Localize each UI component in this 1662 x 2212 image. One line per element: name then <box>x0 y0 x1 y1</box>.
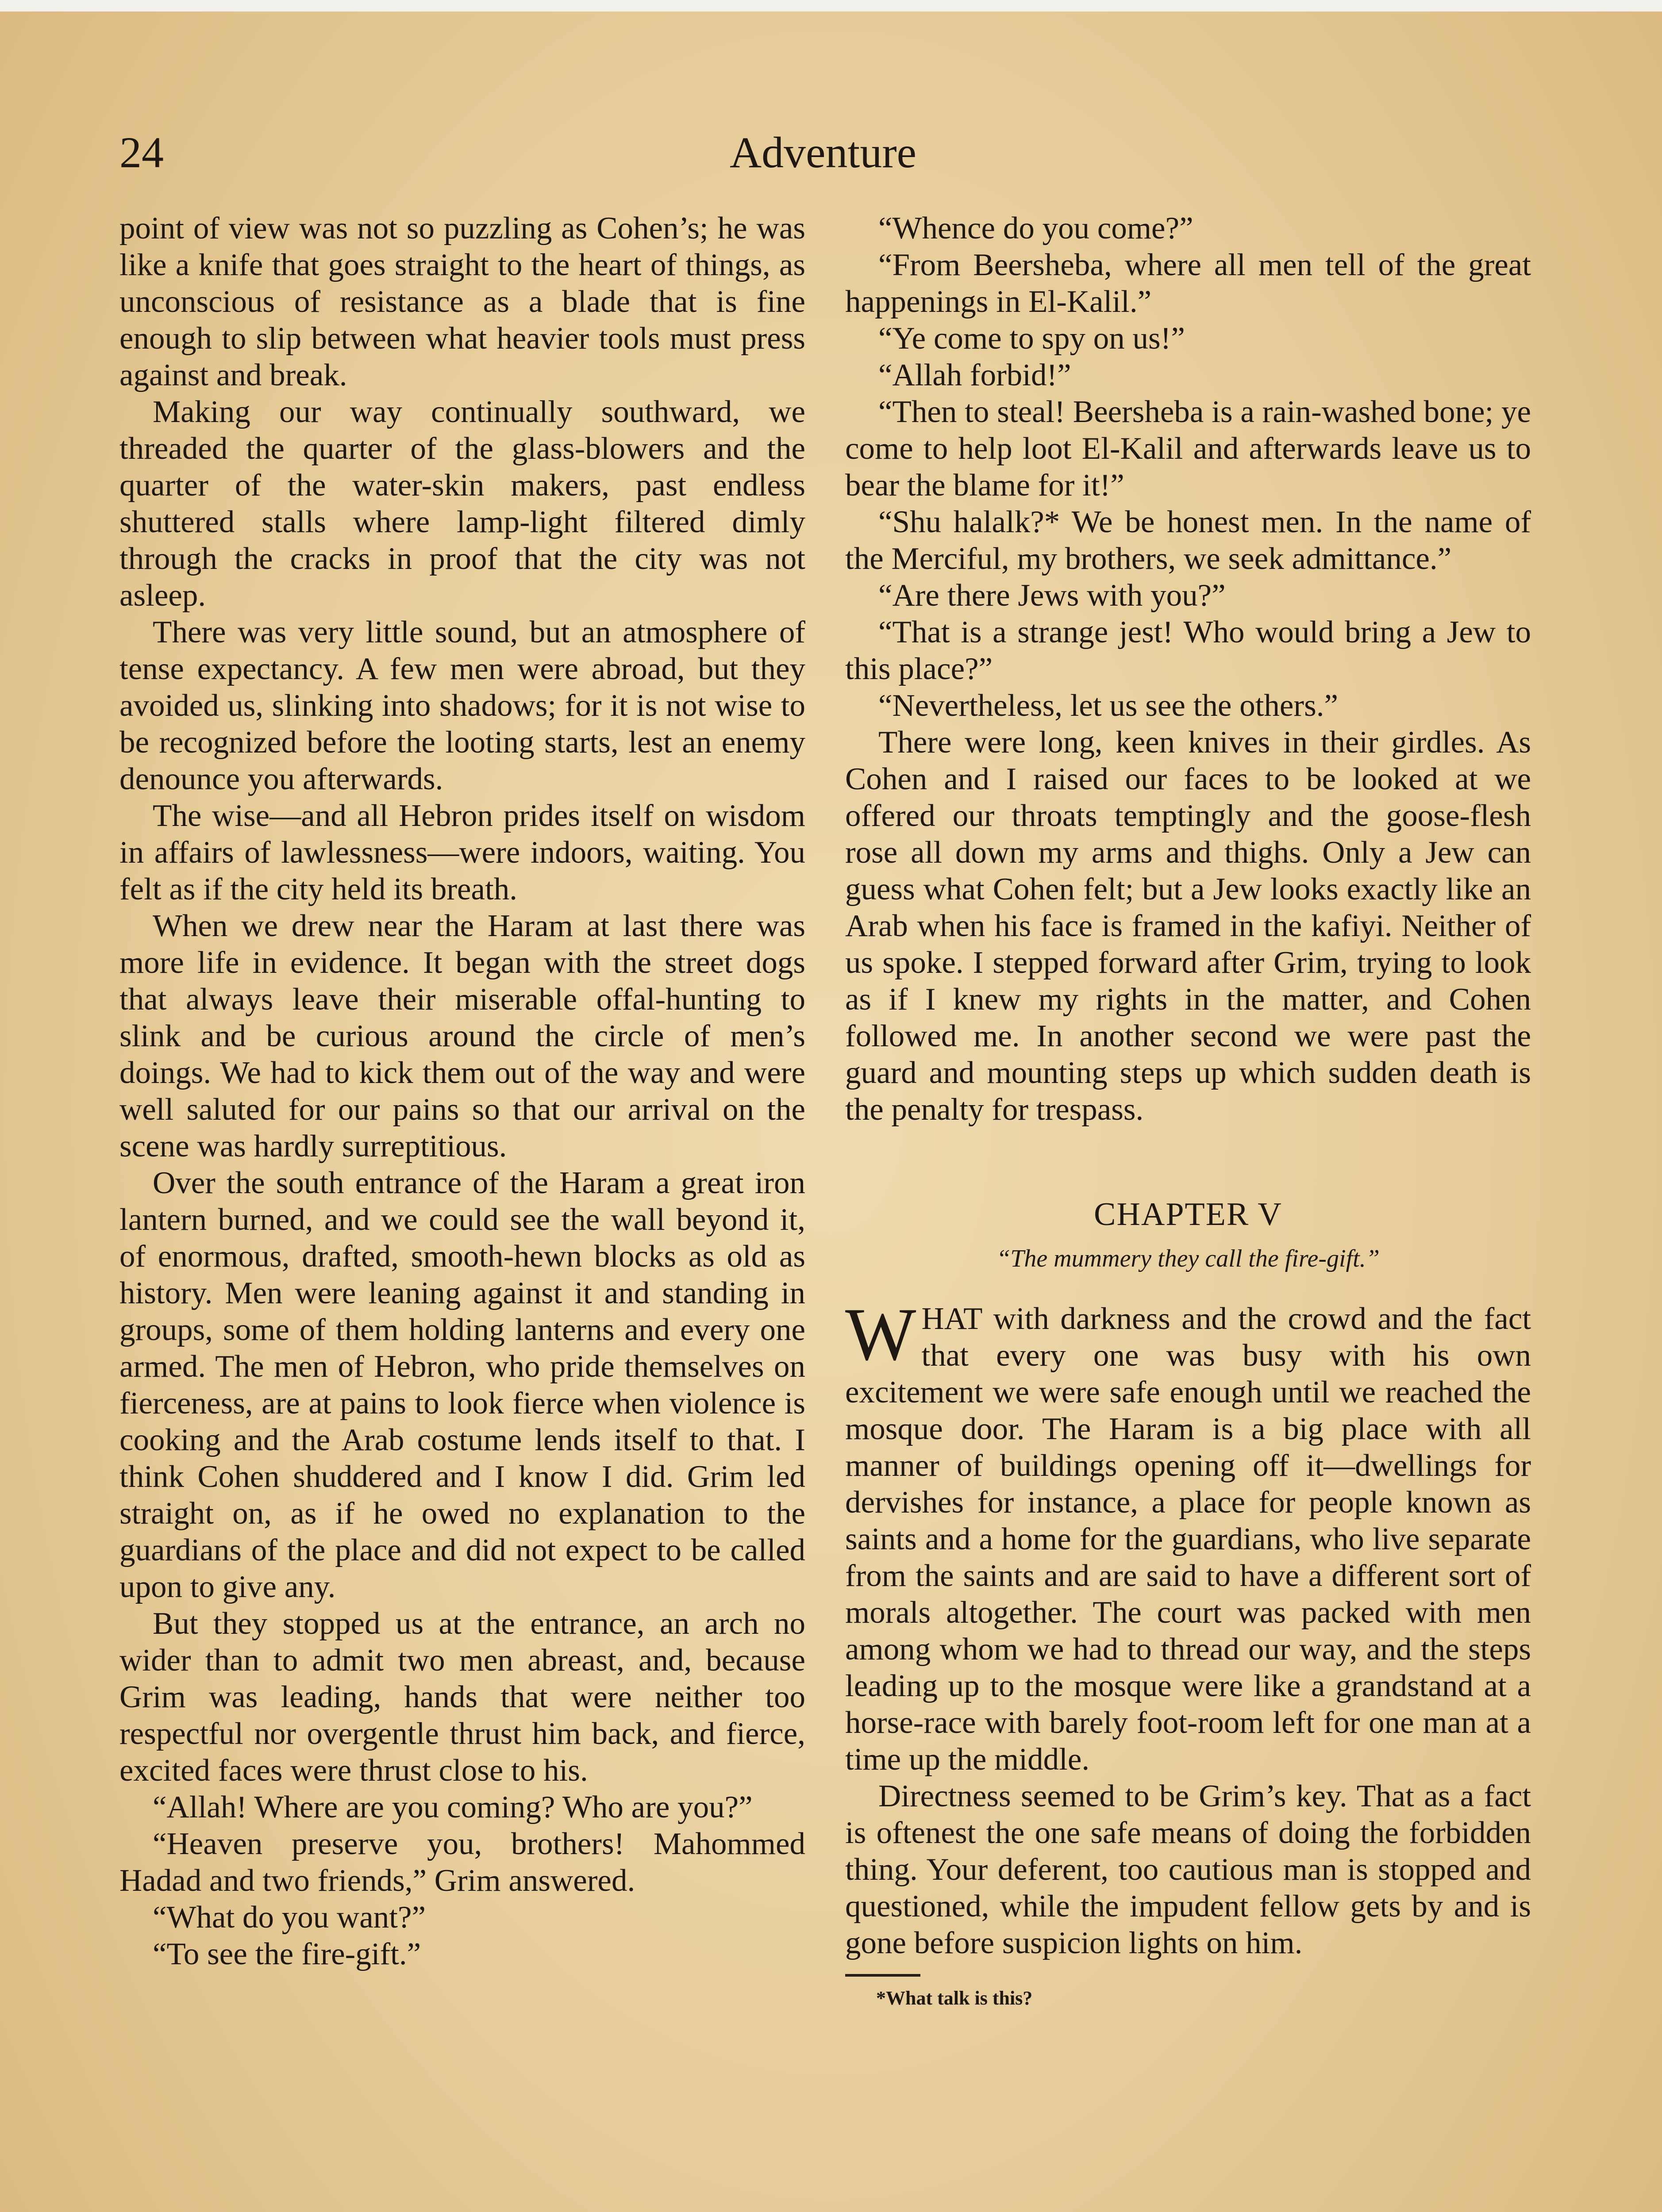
chapter-opening-paragraph <box>845 1293 1531 1778</box>
paragraph: Over the south entrance of the Haram a great iron lantern burned, and we could see the wall beyond it, of enormous, drafted, smooth-hewn blocks as old as history. Men were leaning against it and standing in groups, some of them holding lanterns and every one armed. The men of Hebron, who pride themselves on fierceness, are at pains to look fierce when violence is cooking and the Arab costume lends itself to that. I think Cohen shuddered and I know I did. Grim led straight on, as if he owed no explanation to the guardians of the place and did not expect to be called upon to give any. <box>119 1166 805 1604</box>
dialogue-line: “Allah forbid!” <box>878 358 1071 392</box>
footnote-divider <box>845 1974 920 1977</box>
paragraph: When we drew near the Haram at last there was more life in evidence. It began with the street dogs that always leave their miserable offal-hunting to slink and be curious around the circle of men’s doings. We had to kick them out of the way and were well saluted for our pains so that our arrival on the scene was hardly surreptitious. <box>119 909 805 1164</box>
left-column <box>119 210 805 1973</box>
dialogue-line: “Then to steal! Beersheba is a rain-washed bone; ye come to help loot El-Kalil and afterwards leave us to bear the blame for it!” <box>845 395 1531 503</box>
paragraph: point of view was not so puzzling as Cohen’s; he was like a knife that goes straight to the heart of things, as unconscious of resistance as a blade that is fine enough to slip between what heavier tools must press against and break. <box>119 211 805 392</box>
paragraph: There were long, keen knives in their girdles. As Cohen and I raised our faces to be looked at we offered our throats temptingly and the goose-flesh rose all down my arms and thighs. Only a Jew can guess what Cohen felt; but a Jew looks exactly like an Arab when his face is framed in the kafiyi. Neither of us spoke. I stepped forward after Grim, trying to look as if I knew my rights in the matter, and Cohen followed me. In another second we were past the guard and mounting steps up which sudden death is the penalty for trespass. <box>845 725 1531 1127</box>
paragraph: But they stopped us at the entrance, an arch no wider than to admit two men abreast, and, because Grim was leading, hands that were neither too respectful nor overgentle thrust him back, and fierce, excited faces were thrust close to his. <box>119 1606 805 1788</box>
dialogue-line: “Allah! Where are you coming? Who are you?” <box>153 1790 753 1824</box>
dialogue-line: “Are there Jews with you?” <box>878 578 1226 613</box>
chapter-epigraph: “The mummery they call the fire-gift.” <box>996 1245 1380 1272</box>
dialogue-line: “Ye come to spy on us!” <box>878 321 1185 356</box>
dialogue-line: “Whence do you come?” <box>878 211 1193 246</box>
page-number: 24 <box>119 128 164 177</box>
paragraph: Making our way continually southward, we threaded the quarter of the glass-blowers and the quarter of the water-skin makers, past endless shuttered stalls where lamp-light filtered dimly through the cracks in proof that the city was not asleep. <box>119 395 805 613</box>
dialogue-line: “What do you want?” <box>153 1900 426 1935</box>
paragraph: Directness seemed to be Grim’s key. That as a fact is oftenest the one safe means of doing the forbidden thing. Your deferent, too cautious man is stopped and questioned, while the impudent fellow gets by and is gone before suspicion lights on him. <box>845 1779 1531 1960</box>
dialogue-line: “Nevertheless, let us see the others.” <box>878 688 1338 723</box>
dialogue-line: “Heaven preserve you, brothers! Mahommed Hadad and two friends,” Grim answered. <box>119 1827 805 1898</box>
running-title: Adventure <box>729 128 917 177</box>
dialogue-line: “Shu halalk?* We be honest men. In the name of the Merciful, my brothers, we seek admittance.” <box>845 505 1531 576</box>
dialogue-line: “To see the fire-gift.” <box>153 1937 421 1971</box>
page-header <box>119 126 1527 184</box>
dialogue-line: “From Beersheba, where all men tell of the great happenings in El-Kalil.” <box>845 248 1531 319</box>
scan-edge-top <box>0 0 1662 12</box>
right-column <box>845 210 1531 2010</box>
paragraph: The wise—and all Hebron prides itself on wisdom in affairs of lawlessness—were indoors, waiting. You felt as if the city held its breath. <box>119 799 805 906</box>
footnote: *What talk is this? <box>876 1987 1033 2009</box>
chapter-heading: CHAPTER V <box>1094 1196 1282 1233</box>
drop-cap: W <box>845 1293 916 1376</box>
paragraph: There was very little sound, but an atmosphere of tense expectancy. A few men were abroad, but they avoided us, slinking into shadows; for it is not wise to be recognized before the looting starts, lest an enemy denounce you afterwards. <box>119 615 805 796</box>
opening-text: HAT with darkness and the crowd and the fact that every one was busy with his own excitement we were safe enough until we reached the mosque door. The Haram is a big place with all manner of buildings opening off it—dwellings for dervishes for instance, a place for people known as saints and a home for the guardians, who live separate from the saints and are said to have a different sort of morals altogether. The court was packed with men among whom we had to thread our way, and the steps leading up to the mosque were like a grandstand at a horse-race with barely foot-room left for one man at a time up the middle. <box>845 1302 1531 1777</box>
dialogue-line: “That is a strange jest! Who would bring a Jew to this place?” <box>845 615 1531 686</box>
